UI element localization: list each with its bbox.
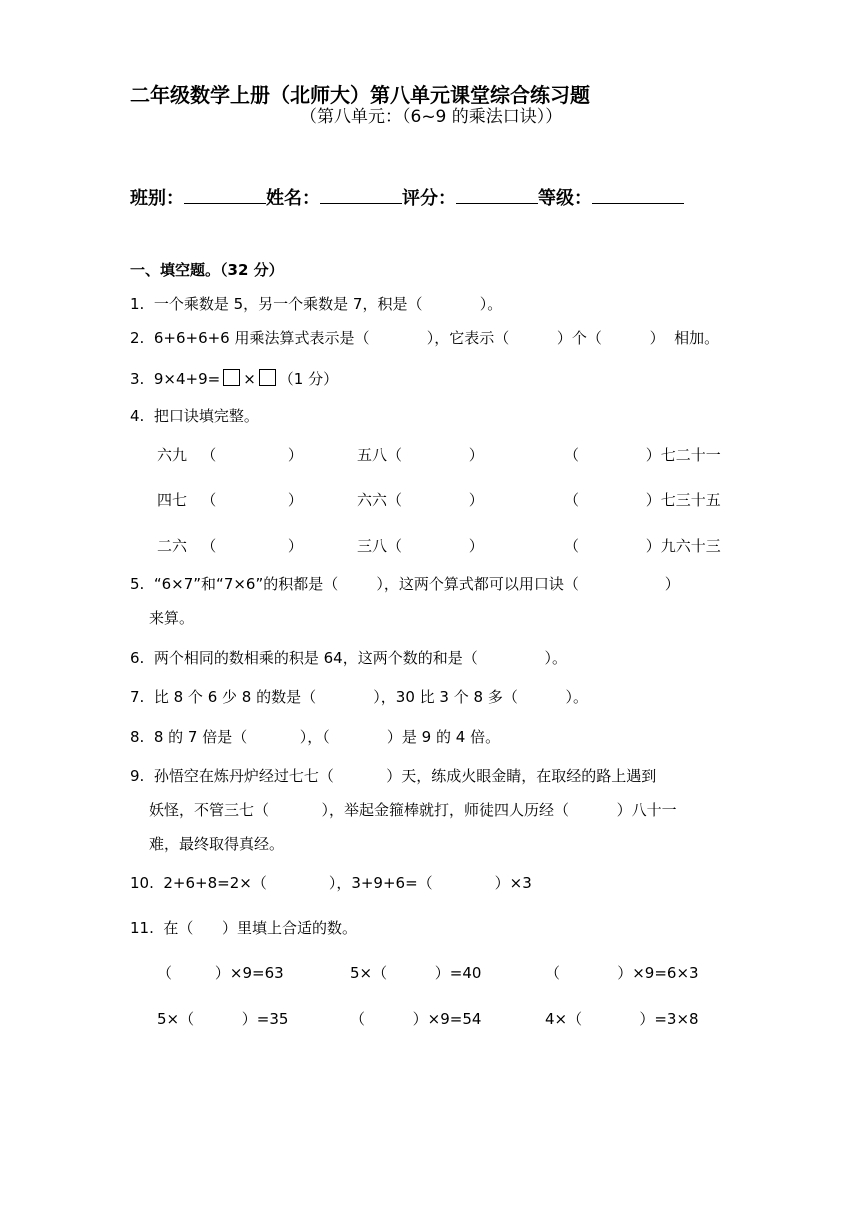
rhyme-item: （ ）七二十一 <box>564 446 721 464</box>
question-9-line1: 9. 孙悟空在炼丹炉经过七七（ ）天，练成火眼金睛，在取经的路上遇到 <box>130 767 657 785</box>
class-label: 班别： <box>130 188 184 209</box>
rhyme-item: （ ）九六十三 <box>564 537 721 555</box>
question-6: 6. 两个相同的数相乘的积是 64，这两个数的和是（ ）。 <box>130 649 567 667</box>
fill-item: （ ）×9=54 <box>350 1010 482 1028</box>
rhyme-item: 六九 （ ） <box>157 446 303 464</box>
name-blank[interactable] <box>320 185 402 204</box>
page-title: 二年级数学上册（北师大）第八单元课堂综合练习题 <box>130 83 590 107</box>
times-sign: × <box>243 370 256 388</box>
question-3 <box>130 369 338 389</box>
question-3-suffix: （1 分） <box>278 370 339 388</box>
grade-label: 等级： <box>538 188 592 209</box>
class-blank[interactable] <box>184 185 266 204</box>
fill-item: 5×（ ）=35 <box>157 1010 289 1028</box>
fill-item: （ ）×9=6×3 <box>545 964 699 982</box>
fill-item: 5×（ ）=40 <box>350 964 482 982</box>
question-8: 8. 8 的 7 倍是（ ），（ ）是 9 的 4 倍。 <box>130 728 501 746</box>
question-2: 2. 6+6+6+6 用乘法算式表示是（ ），它表示（ ）个（ ） 相加。 <box>130 329 720 347</box>
question-5-line1: 5. “6×7”和“7×6”的积都是（ ），这两个算式都可以用口诀（ ） <box>130 575 680 593</box>
question-11-intro: 11. 在（ ）里填上合适的数。 <box>130 919 358 937</box>
rhyme-item: 四七 （ ） <box>157 491 303 509</box>
rhyme-item: 三八（ ） <box>357 537 484 555</box>
rhyme-item: 二六 （ ） <box>157 537 303 555</box>
rhyme-item: 五八（ ） <box>357 446 484 464</box>
rhyme-item: 六六（ ） <box>357 491 484 509</box>
question-7: 7. 比 8 个 6 少 8 的数是（ ），30 比 3 个 8 多（ ）。 <box>130 688 588 706</box>
question-4-intro: 4. 把口诀填完整。 <box>130 407 259 425</box>
question-3-prefix: 3. 9×4+9= <box>130 370 221 388</box>
grade-blank[interactable] <box>592 185 684 204</box>
question-5-line2: 来算。 <box>149 609 195 627</box>
score-blank[interactable] <box>456 185 538 204</box>
name-label: 姓名： <box>266 188 320 209</box>
score-label: 评分： <box>402 188 456 209</box>
answer-box[interactable] <box>223 369 240 386</box>
fill-item: （ ）×9=63 <box>157 964 284 982</box>
question-9-line2: 妖怪，不管三七（ ），举起金箍棒就打，师徒四人历经（ ）八十一 <box>149 801 677 819</box>
answer-box[interactable] <box>259 369 276 386</box>
question-1: 1. 一个乘数是 5，另一个乘数是 7，积是（ ）。 <box>130 295 503 313</box>
fill-item: 4×（ ）=3×8 <box>545 1010 699 1028</box>
page-subtitle: （第八单元：（6~9 的乘法口诀）） <box>300 107 563 127</box>
rhyme-item: （ ）七三十五 <box>564 491 721 509</box>
student-info-row <box>130 185 684 211</box>
question-9-line3: 难，最终取得真经。 <box>149 835 285 853</box>
section-heading: 一、填空题。（32 分） <box>130 261 284 279</box>
question-10: 10. 2+6+8=2×（ ），3+9+6=（ ）×3 <box>130 874 532 892</box>
